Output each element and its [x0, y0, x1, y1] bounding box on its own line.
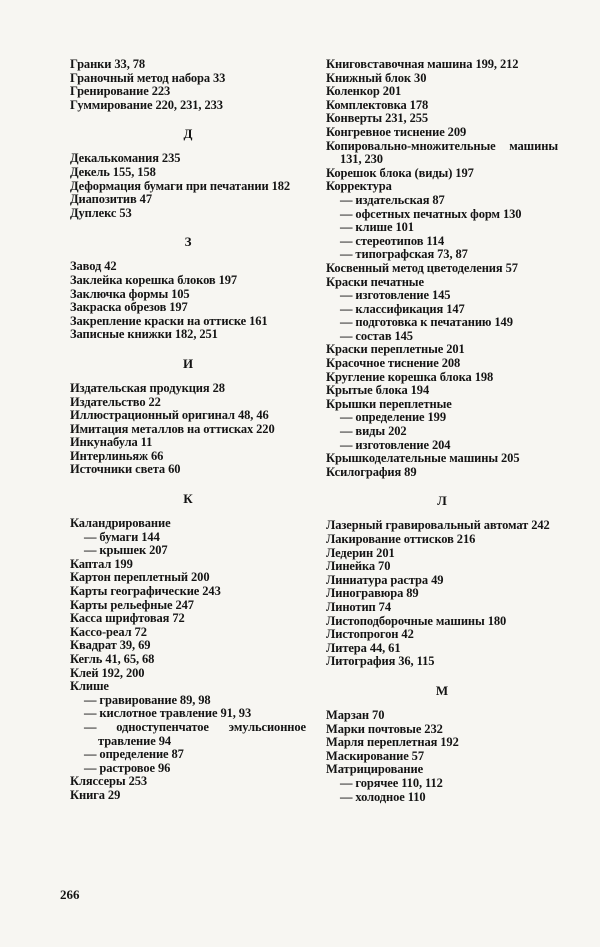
- index-entry: Коленкор 201: [326, 84, 402, 99]
- index-column-left: [70, 58, 306, 803]
- index-entry: Маскирование 57: [326, 748, 424, 763]
- index-entry: Гуммирование 220, 231, 233: [70, 97, 223, 112]
- index-entry: Граночный метод набора 33: [70, 70, 226, 85]
- index-entry: Листопрогон 42: [326, 627, 414, 642]
- index-entry: Конверты 231, 255: [326, 111, 429, 126]
- section-letter-z: З: [184, 234, 192, 250]
- section-letter-k: К: [183, 491, 193, 507]
- index-subentry: — горячее 110, 112: [340, 775, 443, 790]
- index-subentry: — крышек 207: [84, 543, 168, 558]
- index-entry: Закрепление краски на оттиске 161: [70, 313, 268, 328]
- index-entry: Диапозитив 47: [70, 192, 152, 207]
- index-entry: Квадрат 39, 69: [70, 638, 151, 653]
- index-subentry: — растровое 96: [84, 760, 171, 775]
- index-subentry: — одноступенчатое эмульсионное травление 94: [84, 719, 306, 748]
- index-entry: Гранки 33, 78: [70, 57, 146, 71]
- index-entry: Крышки переплетные: [326, 396, 452, 411]
- section-letter-l: Л: [437, 493, 447, 509]
- index-entry: Закраска обрезов 197: [70, 300, 188, 315]
- index-entry: Декель 155, 158: [70, 164, 156, 179]
- index-entry: Заключка формы 105: [70, 286, 190, 301]
- index-subentry: — офсетных печатных форм 130: [340, 206, 522, 221]
- index-entry: Картон переплетный 200: [70, 570, 210, 585]
- index-subentry: — издательская 87: [340, 192, 445, 207]
- index-subentry: — изготовление 145: [340, 288, 451, 303]
- index-subentry: — типографская 73, 87: [340, 247, 468, 262]
- index-subentry: — гравирование 89, 98: [84, 692, 211, 707]
- index-entry: Краски переплетные 201: [326, 342, 465, 357]
- index-entry: Ледерин 201: [326, 545, 395, 560]
- index-entry: Каландрирование: [70, 516, 171, 531]
- index-entry: Корректура: [326, 179, 392, 194]
- section-letter-m: М: [435, 682, 449, 698]
- index-entry: Издательство 22: [70, 394, 161, 409]
- index-entry: Марки почтовые 232: [326, 721, 443, 736]
- index-entry: Гренирование 223: [70, 84, 171, 99]
- index-entry: Ксилография 89: [326, 464, 417, 479]
- index-entry: Матрицирование: [326, 762, 424, 777]
- index-subentry: — состав 145: [340, 328, 413, 343]
- index-entry: Дуплекс 53: [70, 205, 132, 220]
- index-entry: Марля переплетная 192: [326, 735, 459, 750]
- index-entry: Кляссеры 253: [70, 774, 148, 789]
- index-entry: Книжный блок 30: [326, 70, 427, 85]
- index-subentry: — стереотипов 114: [340, 233, 445, 248]
- index-entry: Конгревное тиснение 209: [326, 124, 467, 139]
- index-entry: Линогравюра 89: [326, 586, 419, 601]
- page-number: 266: [60, 887, 80, 902]
- index-entry: Линиатура растра 49: [326, 572, 444, 587]
- index-subentry: — холодное 110: [340, 789, 426, 804]
- index-entry: Карты рельефные 247: [70, 597, 194, 612]
- index-subentry: — подготовка к печатанию 149: [340, 315, 513, 330]
- index-entry: Деформация бумаги при печатании 182: [70, 178, 291, 193]
- index-entry: Книговставочная машина 199, 212: [326, 57, 519, 71]
- index-entry: Иллюстрационный оригинал 48, 46: [70, 408, 269, 423]
- index-entry: Инкунабула 11: [70, 435, 153, 450]
- index-entry: Краски печатные: [326, 274, 424, 289]
- index-entry: Комплектовка 178: [326, 97, 429, 112]
- index-entry: Литография 36, 115: [326, 654, 435, 669]
- index-entry: Копировально-множительные машины 131, 230: [326, 138, 558, 167]
- index-entry: Кегль 41, 65, 68: [70, 652, 155, 666]
- index-entry: Имитация металлов на оттисках 220: [70, 421, 275, 436]
- index-entry: Листоподборочные машины 180: [326, 613, 507, 628]
- index-entry: Источники света 60: [70, 462, 181, 477]
- index-entry: Издательская продукция 28: [70, 380, 225, 395]
- index-entry: Заклейка корешка блоков 197: [70, 272, 238, 287]
- index-entry: Крышкоделательные машины 205: [326, 451, 520, 466]
- index-entry: Завод 42: [70, 259, 117, 274]
- section-letter-i: И: [182, 355, 194, 371]
- index-column-right: [326, 58, 558, 804]
- index-subentry: — клише 101: [340, 220, 414, 235]
- index-entry: Клей 192, 200: [70, 665, 145, 680]
- index-entry: Лазерный гравировальный автомат 242: [326, 518, 550, 533]
- index-entry: Записные книжки 182, 251: [70, 327, 218, 342]
- index-entry: Кассо-реал 72: [70, 624, 147, 639]
- index-entry: Линейка 70: [326, 559, 391, 574]
- index-subentry: — классификация 147: [340, 301, 465, 316]
- index-entry: Карты географические 243: [70, 584, 221, 599]
- index-entry: Интерлиньяж 66: [70, 448, 164, 463]
- index-entry: Литера 44, 61: [326, 640, 401, 655]
- index-subentry: — бумаги 144: [84, 529, 160, 544]
- index-entry: Клише: [70, 679, 109, 694]
- section-letter-d: Д: [183, 126, 193, 142]
- index-subentry: — определение 87: [84, 747, 184, 762]
- index-subentry: — определение 199: [340, 410, 446, 425]
- index-entry: Марзан 70: [326, 707, 385, 722]
- index-entry: Касса шрифтовая 72: [70, 611, 185, 626]
- index-entry: Крытые блока 194: [326, 383, 430, 398]
- index-entry: Линотип 74: [326, 599, 391, 614]
- index-subentry: — кислотное травление 91, 93: [84, 706, 252, 721]
- index-entry: Кругление корешка блока 198: [326, 369, 494, 384]
- index-entry: Корешок блока (виды) 197: [326, 165, 474, 180]
- index-entry: Лакирование оттисков 216: [326, 532, 476, 546]
- index-subentry: — виды 202: [340, 424, 407, 439]
- index-entry: Декалькомания 235: [70, 151, 181, 166]
- index-entry: Каптал 199: [70, 556, 133, 571]
- index-entry: Косвенный метод цветоделения 57: [326, 260, 518, 275]
- index-subentry: — изготовление 204: [340, 437, 451, 452]
- index-entry: Книга 29: [70, 787, 121, 802]
- index-entry: Красочное тиснение 208: [326, 356, 461, 371]
